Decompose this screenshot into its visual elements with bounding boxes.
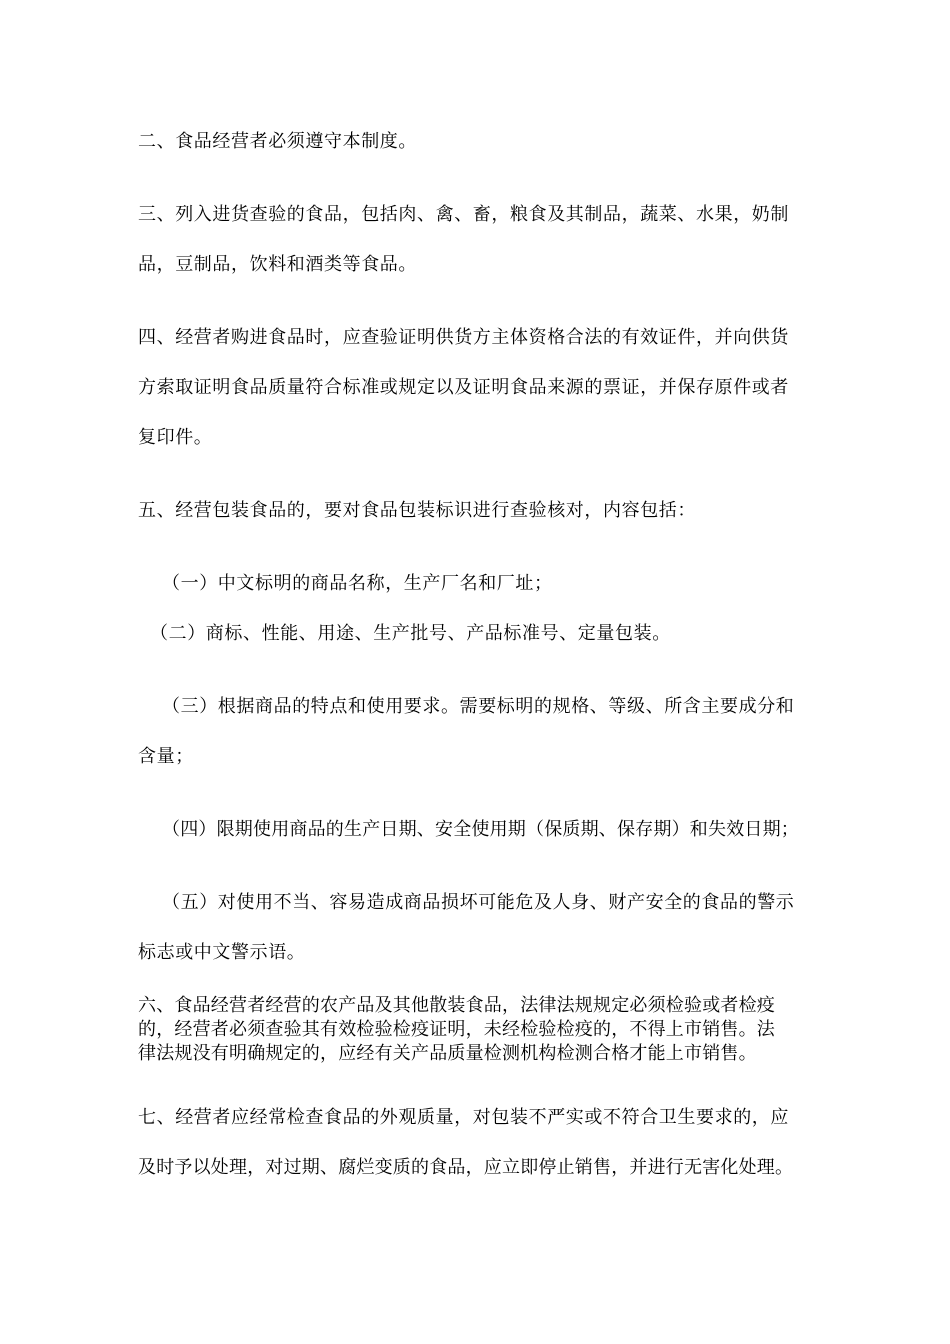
- paragraph-6-line-3: 律法规没有明确规定的，应经有关产品质量检测机构检测合格才能上市销售。: [138, 1043, 757, 1064]
- item-3-line-1: （三）根据商品的特点和使用要求。需要标明的规格、等级、所含主要成分和: [162, 696, 795, 717]
- item-3-line-2: 含量；: [138, 746, 194, 767]
- paragraph-4-line-3: 复印件。: [138, 427, 213, 448]
- paragraph-3-line-1: 三、列入进货查验的食品，包括肉、禽、畜，粮食及其制品，蔬菜、水果，奶制: [138, 204, 789, 225]
- item-1-line-1: （一）中文标明的商品名称，生产厂名和厂址；: [162, 573, 553, 594]
- paragraph-6-line-1: 六、食品经营者经营的农产品及其他散装食品，法律法规规定必须检验或者检疫: [138, 995, 775, 1016]
- paragraph-7-line-1: 七、经营者应经常检查食品的外观质量，对包装不严实或不符合卫生要求的，应: [138, 1107, 789, 1128]
- paragraph-2-line-1: 二、食品经营者必须遵守本制度。: [138, 131, 417, 152]
- item-2-line-1: （二）商标、性能、用途、生产批号、产品标准号、定量包装。: [150, 623, 671, 644]
- paragraph-4-line-1: 四、经营者购进食品时，应查验证明供货方主体资格合法的有效证件，并向供货: [138, 327, 789, 348]
- item-4-line-1: （四）限期使用商品的生产日期、安全使用期（保质期、保存期）和失效日期；: [162, 819, 799, 840]
- item-5-line-1: （五）对使用不当、容易造成商品损坏可能危及人身、财产安全的食品的警示: [162, 892, 795, 913]
- paragraph-4-line-2: 方索取证明食品质量符合标准或规定以及证明食品来源的票证，并保存原件或者: [138, 377, 789, 398]
- paragraph-7-line-2: 及时予以处理，对过期、腐烂变质的食品，应立即停止销售，并进行无害化处理。: [138, 1157, 794, 1178]
- paragraph-3-line-2: 品，豆制品，饮料和酒类等食品。: [138, 254, 417, 275]
- paragraph-6-line-2: 的，经营者必须查验其有效检验检疫证明，未经检验检疫的，不得上市销售。法: [138, 1019, 775, 1040]
- paragraph-5-line-1: 五、经营包装食品的，要对食品包装标识进行查验核对，内容包括：: [138, 500, 696, 521]
- item-5-line-2: 标志或中文警示语。: [138, 942, 306, 963]
